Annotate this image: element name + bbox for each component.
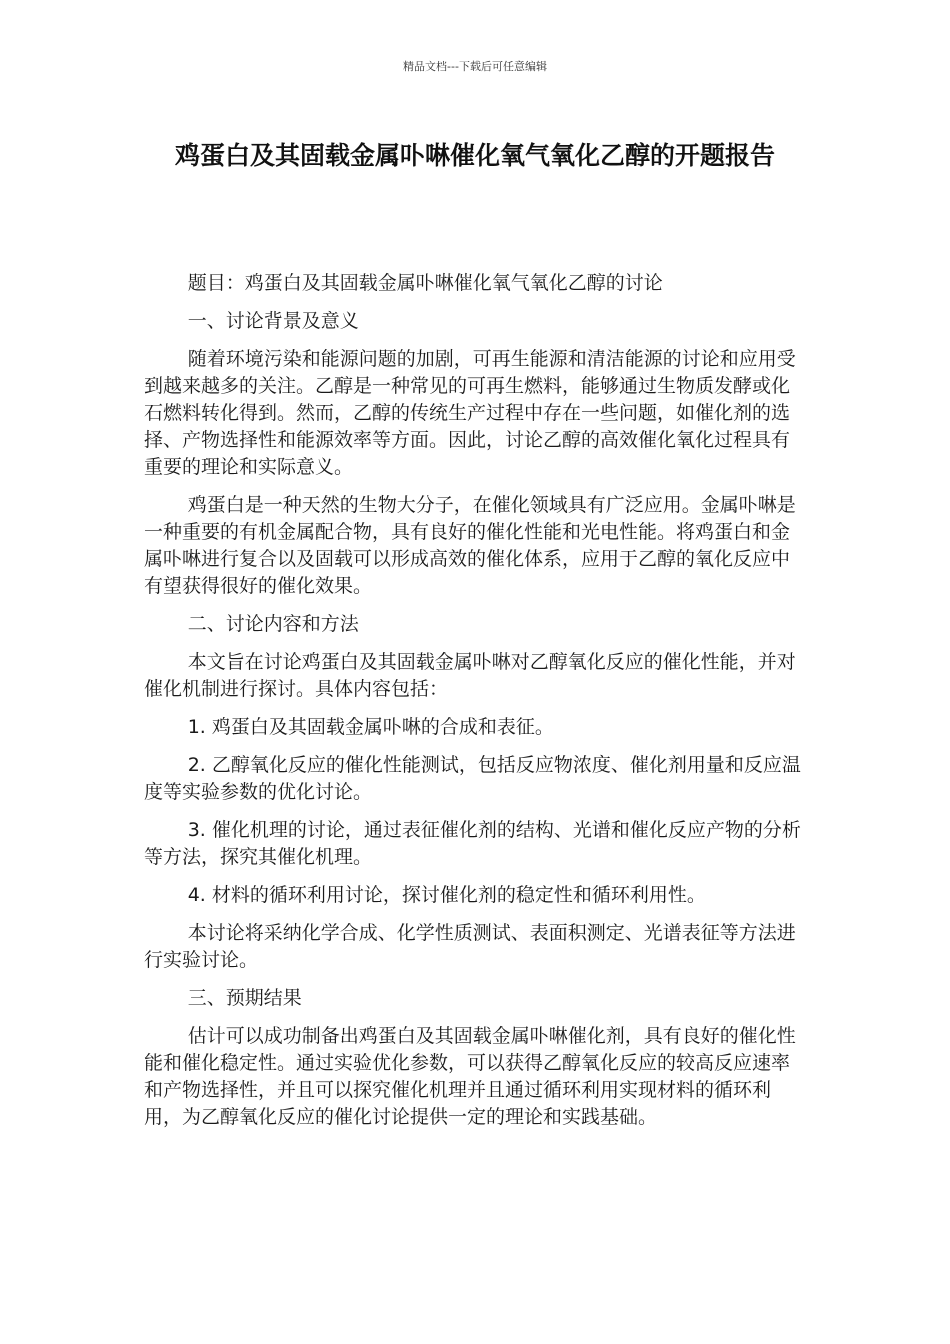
list-item-3: 3. 催化机理的讨论，通过表征催化剂的结构、光谱和催化反应产物的分析等方法，探究其催化机理。 <box>144 819 801 868</box>
paragraph-methods: 本讨论将采纳化学合成、化学性质测试、表面积测定、光谱表征等方法进行实验讨论。 <box>144 922 796 971</box>
subject-line: 题目：鸡蛋白及其固载金属卟啉催化氧气氧化乙醇的讨论 <box>187 272 663 294</box>
document-body <box>144 270 804 1142</box>
document-title: 鸡蛋白及其固载金属卟啉催化氧气氧化乙醇的开题报告 <box>174 141 775 170</box>
section-heading-results: 三、预期结果 <box>187 987 302 1009</box>
header-note: 精品文档---下载后可任意编辑 <box>403 60 547 73</box>
list-item-1: 1. 鸡蛋白及其固载金属卟啉的合成和表征。 <box>187 716 554 738</box>
section-heading-background: 一、讨论背景及意义 <box>187 310 359 332</box>
paragraph-background: 随着环境污染和能源问题的加剧，可再生能源和清洁能源的讨论和应用受到越来越多的关注。乙醇是一种常见的可再生燃料，能够通过生物质发酵或化石燃料转化得到。然而，乙醇的传统生产过程中存在一些问题，如催化剂的选择、产物选择性和能源效率等方面。因此，讨论乙醇的高效催化氧化过程具有重要的理论和实际意义。 <box>144 348 796 478</box>
paragraph-content-intro: 本文旨在讨论鸡蛋白及其固载金属卟啉对乙醇氧化反应的催化性能，并对催化机制进行探讨。具体内容包括： <box>144 651 796 700</box>
paragraph-results: 估计可以成功制备出鸡蛋白及其固载金属卟啉催化剂，具有良好的催化性能和催化稳定性。通过实验优化参数，可以获得乙醇氧化反应的较高反应速率和产物选择性，并且可以探究催化机理并且通过循环利用实现材料的循环利用，为乙醇氧化反应的催化讨论提供一定的理论和实践基础。 <box>144 1025 796 1128</box>
paragraph-materials: 鸡蛋白是一种天然的生物大分子，在催化领域具有广泛应用。金属卟啉是一种重要的有机金属配合物，具有良好的催化性能和光电性能。将鸡蛋白和金属卟啉进行复合以及固载可以形成高效的催化体系，应用于乙醇的氧化反应中有望获得很好的催化效果。 <box>144 494 796 597</box>
section-heading-content: 二、讨论内容和方法 <box>187 613 359 635</box>
list-item-4: 4. 材料的循环利用讨论，探讨催化剂的稳定性和循环利用性。 <box>187 884 706 906</box>
list-item-2: 2. 乙醇氧化反应的催化性能测试，包括反应物浓度、催化剂用量和反应温度等实验参数的优化讨论。 <box>144 754 801 803</box>
